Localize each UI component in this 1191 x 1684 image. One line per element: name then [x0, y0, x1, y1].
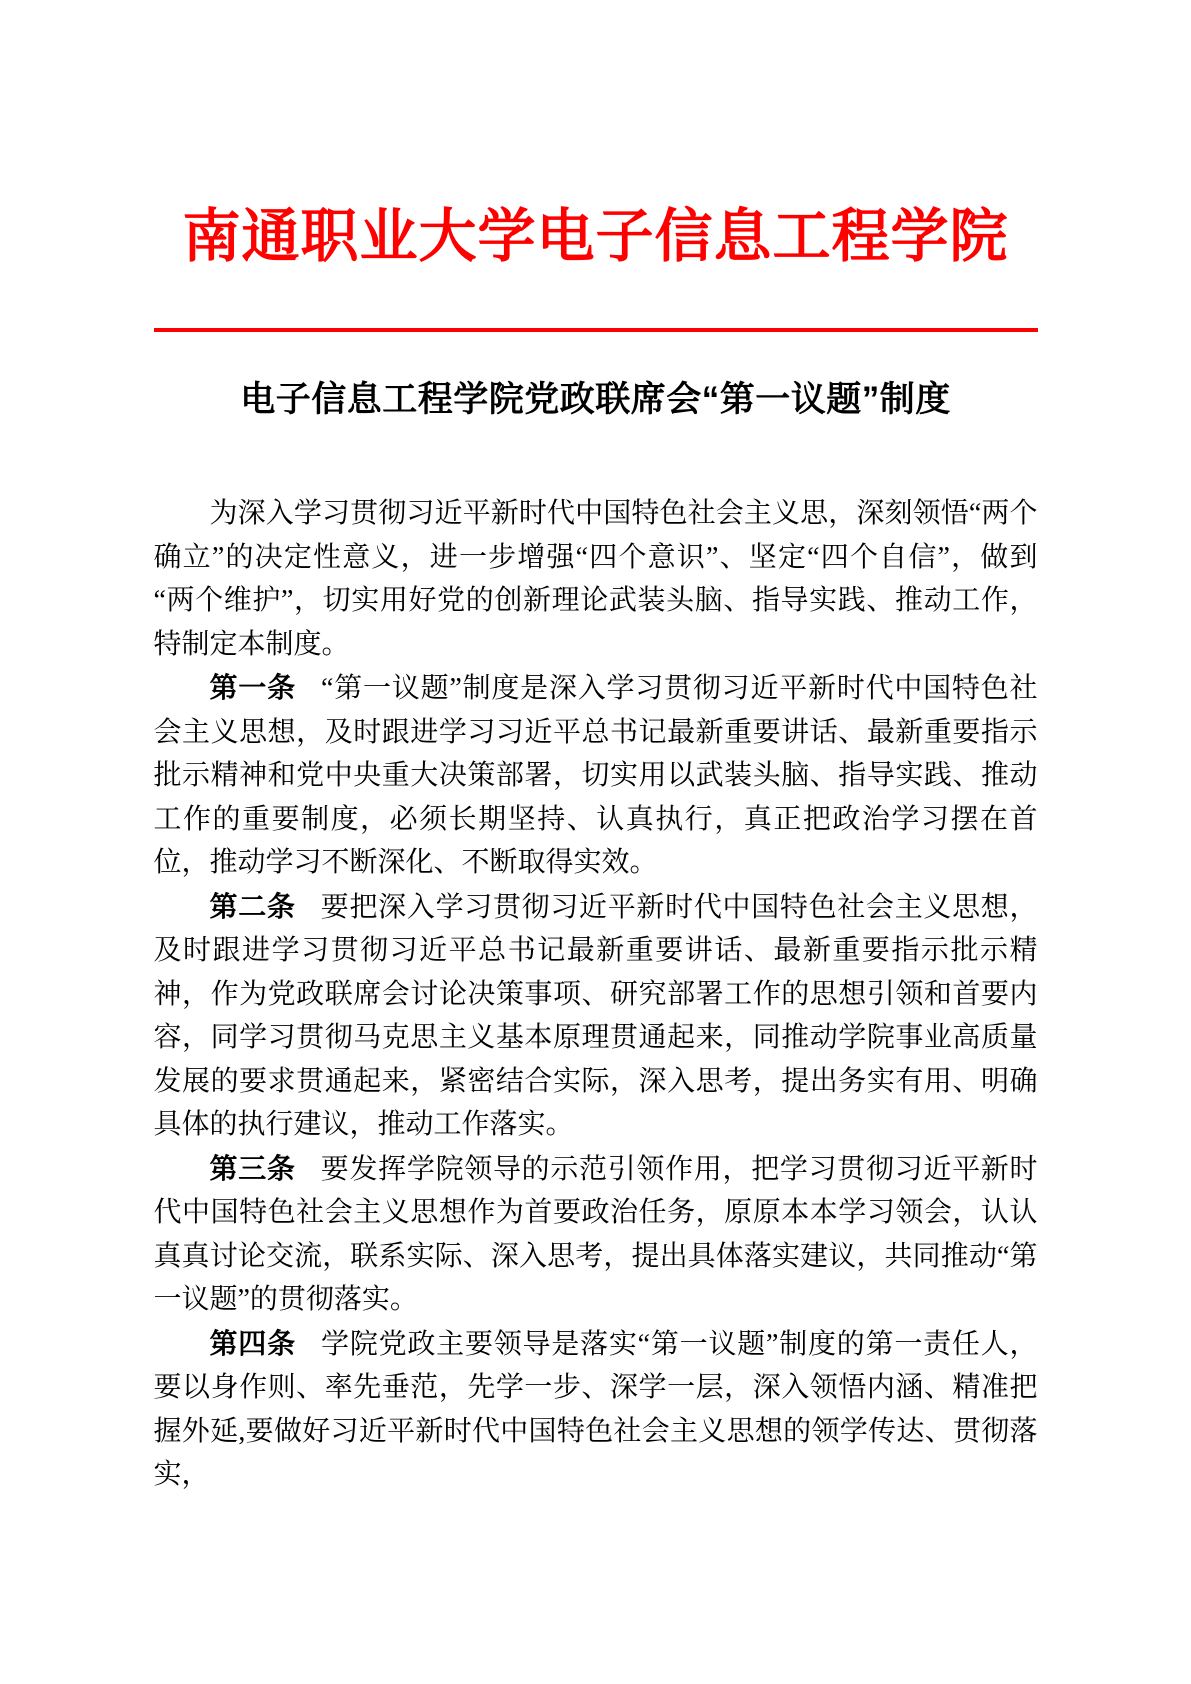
- letterhead-title: 南通职业大学电子信息工程学院: [182, 204, 1009, 269]
- paragraph: 第四条 学院党政主要领导是落实“第一议题”制度的第一责任人，要以身作则、率先垂范，先学一步、深学一层，深入领悟内涵、精准把握外延,要做好习近平新时代中国特色社会主义思想的领学传达、贯彻落实，: [153, 1327, 1038, 1491]
- letterhead-divider-line: [154, 328, 1038, 332]
- paragraph: 第三条 要发挥学院领导的示范引领作用，把学习贯彻习近平新时代中国特色社会主义思想作为首要政治任务，原原本本学习领会，认认真真讨论交流，联系实际、深入思考，提出具体落实建议，共同推动“第一议题”的贯彻落实。: [153, 1152, 1038, 1316]
- article-number: 第四条: [209, 1327, 296, 1359]
- document-body: [154, 492, 1038, 1497]
- article-number: 第二条: [209, 890, 296, 922]
- paragraph: 第一条 “第一议题”制度是深入学习贯彻习近平新时代中国特色社会主义思想，及时跟进学习习近平总书记最新重要讲话、最新重要指示批示精神和党中央重大决策部署，切实用以武装头脑、指导实践、推动工作的重要制度，必须长期坚持、认真执行，真正把政治学习摆在首位，推动学习不断深化、不断取得实效。: [153, 672, 1038, 879]
- document-title: 电子信息工程学院党政联席会“第一议题”制度: [240, 380, 951, 420]
- article-number: 第三条: [209, 1152, 296, 1184]
- paragraph: 为深入学习贯彻习近平新时代中国特色社会主义思，深刻领悟“两个确立”的决定性意义，进一步增强“四个意识”、坚定“四个自信”，做到“两个维护”，切实用好党的创新理论武装头脑、指导实践、推动工作，特制定本制度。: [153, 498, 1038, 660]
- page-content: [154, 0, 1038, 1497]
- article-number: 第一条: [209, 672, 296, 704]
- paragraph: 第二条 要把深入学习贯彻习近平新时代中国特色社会主义思想，及时跟进学习贯彻习近平总书记最新重要讲话、最新重要指示批示精神，作为党政联席会讨论决策事项、研究部署工作的思想引领和首要内容，同学习贯彻马克思主义基本原理贯通起来，同推动学院事业高质量发展的要求贯通起来，紧密结合实际，深入思考，提出务实有用、明确具体的执行建议，推动工作落实。: [153, 890, 1038, 1141]
